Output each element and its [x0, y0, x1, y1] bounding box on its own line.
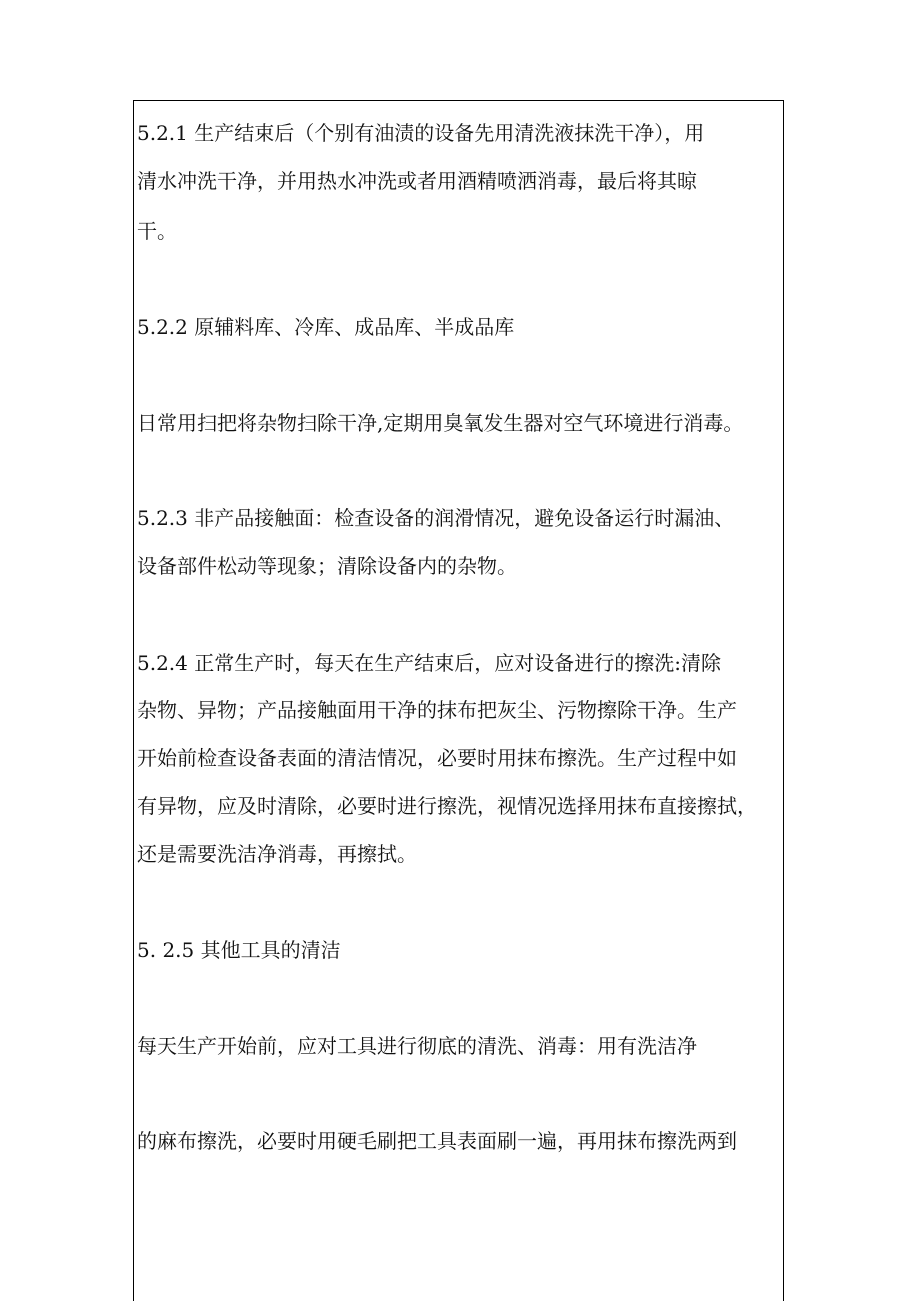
p524-line-2: 杂物、异物；产品接触面用干净的抹布把灰尘、污物擦除干净。生产	[137, 698, 737, 722]
p524-line-1: 5.2.4 正常生产时，每天在生产结束后，应对设备进行的擦洗:清除	[137, 651, 721, 675]
p525-line-2: 的麻布擦洗，必要时用硬毛刷把工具表面刷一遍，再用抹布擦洗两到	[137, 1129, 737, 1153]
p524-line-4: 有异物，应及时清除，必要时进行擦洗，视情况选择用抹布直接擦拭，	[137, 794, 757, 818]
p525-line-1: 每天生产开始前，应对工具进行彻底的清洗、消毒：用有洗洁净	[137, 1034, 697, 1058]
p524-line-5: 还是需要洗洁净消毒，再擦拭。	[137, 842, 417, 866]
p525-heading: 5. 2.5 其他工具的清洁	[137, 938, 341, 962]
p521-line-3: 干。	[137, 219, 177, 243]
p523-line-2: 设备部件松动等现象；清除设备内的杂物。	[137, 554, 517, 578]
p521-line-1: 5.2.1 生产结束后（个别有油渍的设备先用清洗液抹洗干净），用	[137, 121, 705, 145]
p523-line-1: 5.2.3 非产品接触面：检查设备的润滑情况，避免设备运行时漏油、	[137, 506, 735, 530]
p522-heading: 5.2.2 原辅料库、冷库、成品库、半成品库	[137, 315, 515, 339]
p524-line-3: 开始前检查设备表面的清洁情况，必要时用抹布擦洗。生产过程中如	[137, 746, 737, 770]
p521-line-2: 清水冲洗干净，并用热水冲洗或者用酒精喷洒消毒，最后将其晾	[137, 169, 697, 193]
p522-body: 日常用扫把将杂物扫除干净,定期用臭氧发生器对空气环境进行消毒。	[137, 411, 744, 435]
